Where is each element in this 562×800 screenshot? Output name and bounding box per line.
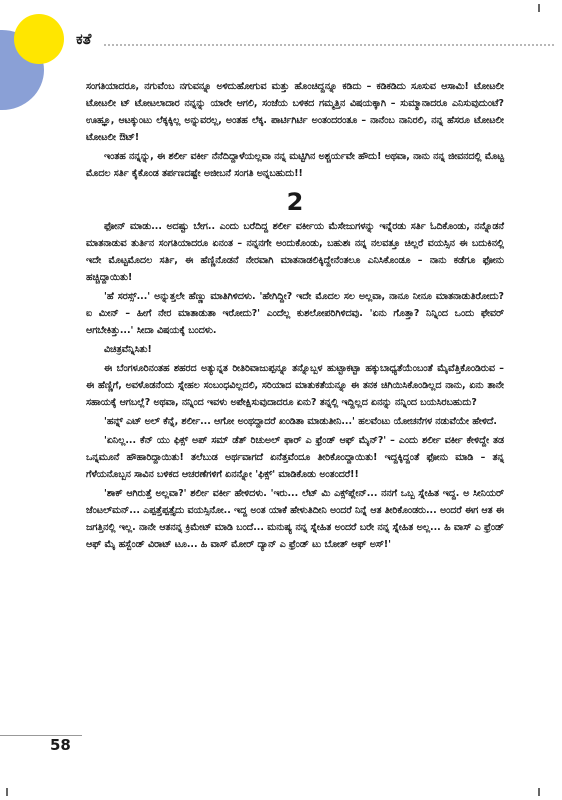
paragraph: 'ಹೆ ಸರಸ್ಸ್...' ಅನ್ನುತ್ತಲೇ ಹೆಣ್ಣು ಮಾತಿಗಿಳಿದಳು. 'ಹೇಗಿದ್ದೀ? ಇದೇ ಮೊದಲ ಸಲ ಅಲ್ಲವಾ, ನಾನೂ ನೀನೂ ಮಾತನಾಡುತಿರೋದು? ಐ ಮೀನ್ – ಹೀಗೆ ನೇರ ಮಾತಾಡುತಾ ಇರೋದು?' ಎಂದೆಲ್ಲ ಕುಶಲೋಪರಿಗಿಳಿದವು. 'ಏನು ಗೊತ್ತಾ? ನಿನ್ನಿಂದ ಒಂದು ಫೇವರ್ ಆಗಬೇಕಿತ್ತು...' ಸೀದಾ ವಿಷಯಕ್ಕೆ ಬಂದಳು. — [86, 291, 504, 336]
crop-mark — [6, 788, 8, 796]
paragraph: ವಿಚಿತ್ರವೆನ್ನಿಸಿತು! — [104, 344, 152, 355]
paragraph: ಸಂಗತಿಯಾದರೂ, ನಗುವೆಂಬ ನಗುವನ್ನೂ ಅಳಿದುಹೋಗುವ ಮತ್ತು ಹೊಂಚಿದ್ದನ್ನೂ ಕಡಿದು – ಕಡಿಕಡಿದು ಸೂಸುವ ಆಸಾಮಿ! ಟೋಟಲೀ ಟೋಟಲೀ ಟ್ ಟೋಟಲಾದಾರ ನನ್ನನ್ನು ಯಾರೇ ಆಗಲಿ, ಸಂಜೆಯ ಬಳಿಕದ ಗಮ್ಮತ್ತಿನ ವಿಷಯಕ್ಕಾಗಿ – ಸುಮ್ಮಾನಾದರೂ ಎನಿಸುವುದುಂಟೆ? ಊಹ್ಞೂ, ಆಟಕ್ಕುಂಟು ಲೆಕ್ಕಕ್ಕಿಲ್ಲ ಅನ್ನುವರಲ್ಲ, ಅಂತಹ ಲೆಕ್ಕ. ಪಾರ್ಟಿಗಿರ್ಟಿ ಅಂತಂದರಂತೂ – ನಾನೆಂಬ ನಾನಿರಲಿ, ನನ್ನ ಹೆಸರೂ ಟೋಟಲೀ ಟೋಟಲೀ ಔಟ್! — [86, 81, 504, 143]
page-number: 58 — [50, 736, 71, 754]
paragraph: 'ಶಾಕ್ ಆಗಿರುತ್ತೆ ಅಲ್ಲವಾ?' ಶರ್ಲೀ ವರ್ಕೀ ಹೇಳಿದಳು. 'ಇರು... ಲೆಟ್ ಮಿ ಎಕ್ಸ್‌ಪ್ಲೇನ್... ನನಗೆ ಒಬ್ಬ ಸ್ನೇಹಿತ ಇದ್ದ. ಅ ಸೀನಿಯರ್ ಜೆಂಟಲ್‌ಮನ್... ಎಪ್ಪತ್ತೆಪ್ಪತ್ತೈದು ವಯಸ್ಸಿನೋ.. ಇದ್ದ ಅಂತ ಯಾಕೆ ಹೇಳುತಿದೀನಿ ಅಂದರೆ ನಿನ್ನೆ ಆತ ತೀರಿಕೊಂಡರು... ಅಂದರೆ ಈಗ ಆತ ಈ ಜಗತ್ತಿನಲ್ಲಿ ಇಲ್ಲ. ನಾನೇ ಆತನನ್ನ ಕ್ರಿಮೇಟ್ ಮಾಡಿ ಬಂದೆ... ಮನುಷ್ಯ ನನ್ನ ಸ್ನೇಹಿತ ಅಂದರೆ ಬರೇ ನನ್ನ ಸ್ನೇಹಿತ ಅಲ್ಲ... ಹಿ ವಾಸ್ ಎ ಫ್ರೆಂಡ್ ಆಫ್ ಮೈ ಹಸ್ಬೆಂಡ್ ವಿರಾಟ್ ಟೂ... ಹಿ ವಾಸ್ ಮೋರ್ ದ್ಯಾನ್ ಎ ಫ್ರೆಂಡ್ ಟು ಬೋತ್ ಆಫ್ ಅಸ್!' — [86, 488, 504, 550]
paragraph: 'ಏನಿಲ್ಲ... ಕೆನ್ ಯು ಫಿಕ್ಸ್ ಅಪ್ ಸಮ್ ಡೆತ್ ರಿಚುಅಲ್ ಫಾರ್ ಎ ಫ್ರೆಂಡ್ ಆಫ್ ಮೈನ್?' – ಎಂದು ಶರ್ಲೀ ವರ್ಕೀ ಕೇಳಿದ್ದೇ ತಡ ಒನ್ನಮೂನೆ ಹೌಹಾರಿದ್ದಾಯಿತು! ತಲೆಬುಡ ಅರ್ಥವಾಗದೆ ಏನೆತ್ತವೆಂದೂ ತೀರಿಕೊಂದ್ದಾಯಿತು! ಇದ್ದಕ್ಕಿದ್ದಂತೆ ಫೋನು ಮಾಡಿ – ತನ್ನ ಗೆಳೆಯನೊಬ್ಬನ ಸಾವಿನ ಬಳಿಕದ ಆಚರಣೆಗಳಿಗೆ ಏನನ್ನೋ 'ಫಿಕ್ಸ್' ಮಾಡಿಕೊಡು ಅಂತಂದರೆ!! — [86, 435, 504, 480]
crop-mark — [538, 788, 540, 796]
crop-mark — [538, 4, 540, 12]
header-dotted-rule — [104, 44, 554, 46]
paragraph: ಈ ಬೆಂಗಳೂರಿನಂತಹ ಶಹರದ ಅತ್ಯುನ್ನತ ರೀತಿರಿವಾಜುಪ್ಪನ್ನೂ ತನ್ನೊಬ್ಬಳ ಹುಟ್ಟಾಕಟ್ಟಾ ಹಕ್ಕುಬಾಧ್ಯತೆಯೆಂಬಂತೆ ಮೈವೆತ್ತಿಕೊಂಡಿರುವ – ಈ ಹೆಣ್ಣಿಗೆ, ಅವಳೊಡನೆಂದು ಸ್ನೇಹಲ ಸಂಬಂಧವಿಲ್ಲದಲಿ, ಸರಿಯಾದ ಮಾತುಕತೆಯನ್ನೂ ಈ ತನಕ ಚಿಗಿಯಿಸಿಕೊಂಡಿಲ್ಲದ ನಾನು, ಏನು ತಾನೇ ಸಹಾಯಕ್ಕೆ ಆಗಬಲ್ಲೆ? ಅಥವಾ, ನನ್ನಿಂದ ಇವಳು ಅಪೇಕ್ಷಿಸುವುದಾದರೂ ಏನು? ತನ್ನಲ್ಲಿ ಇದ್ದಿಲ್ಲದ ಏನನ್ನು ನನ್ನಿಂದ ಬಯಸಿರಬಹುದು? — [86, 363, 504, 408]
paragraph: ಫೋನ್ ಮಾಡು... ಅದಷ್ಟು ಬೇಗ.. ಎಂದು ಬರೆದಿದ್ದ ಶರ್ಲೀ ವರ್ಕೀಯ ಮೆಸೇಜುಗಳನ್ನು ಇನ್ನೆರಡು ಸರ್ತಿ ಓದಿಕೊಂಡು, ನನ್ನೊಡನೆ ಮಾತನಾಡುವ ತುರ್ತಿನ ಸಂಗತಿಯಾದರೂ ಏನಂತ – ನನ್ನನಗೇ ಅಂದುಕೊಂಡು, ಬಹುಶಃ ನನ್ನ ನಲವತ್ತೂ ಚಿಲ್ಲರೆ ವಯಸ್ಸಿನ ಈ ಬದುಕಿನಲ್ಲಿ ಇದೇ ಮೊಟ್ಟಮೊದಲ ಸರ್ತಿ, ಈ ಹೆಣ್ಣಿನೊಡನೆ ನೇರವಾಗಿ ಮಾತನಾಡಲಿಕ್ಕಿದ್ದೇನೆಂತಲೂ ಎನಿಸಿಕೊಂಡೂ – ನಾನು ಕಡೆಗೂ ಫೋನು ಹಚ್ಚಿದ್ದಾಯಿತು! — [86, 221, 504, 283]
section-title: ಕತೆ — [76, 30, 92, 48]
paragraph: ಇಂತಹ ನನ್ನನ್ನು, ಈ ಶರ್ಲೀ ವರ್ಕೀ ನೆನೆದಿದ್ದಾಳೆಯಲ್ಲವಾ ನನ್ನ ಮಟ್ಟಿಗಿನ ಅಶ್ಚರ್ಯವೇ ಹೌದು! ಅಥವಾ, ನಾನು ನನ್ನ ಜೀವನದಲ್ಲಿ ಮೊಟ್ಟ ಮೊದಲ ಸರ್ತಿ ಕೈಕೊಂಡ ತರ್ಪಣದಷ್ಟೇ ಅಜೀಬನೆ ಸಂಗತಿ ಅನ್ನಬಹುದು!! — [86, 151, 504, 179]
article-body — [86, 78, 504, 555]
paragraph: 'ಹನ್ನ್ ಎಟ್ ಅಲ್ ಕೆನ್ನೆ, ಶರ್ಲೀ... ಆಗೋ ಅಂಥದ್ದಾದರೆ ಖಂಡಿತಾ ಮಾಡುತೀನಿ...' ಹಲವೆಂಟು ಯೋಚನೆಗಳ ನಡುವೆಯೇ ಹೇಳಿದೆ. — [104, 416, 497, 427]
chapter-number: 2 — [286, 188, 304, 216]
decorative-yellow-circle — [14, 14, 64, 64]
